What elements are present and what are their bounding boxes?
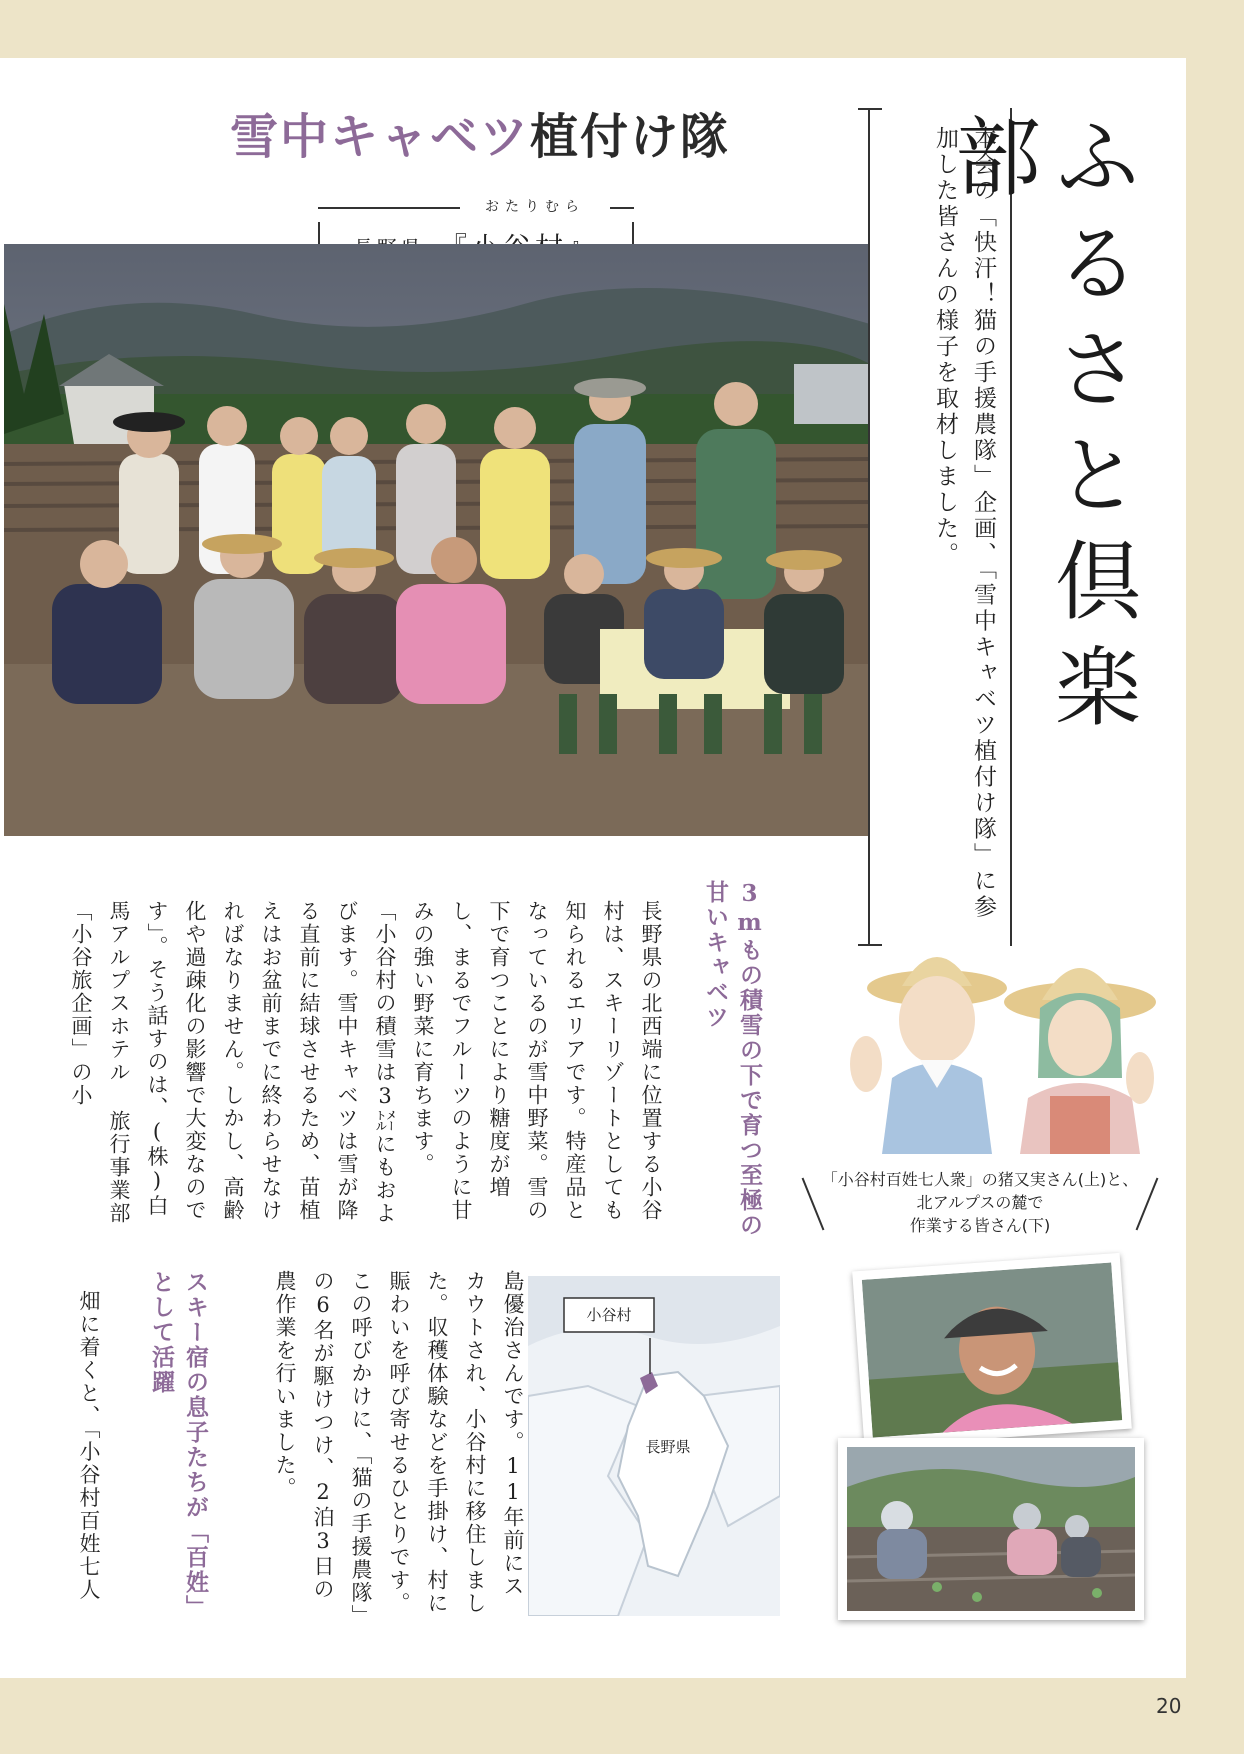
location-map (528, 1276, 780, 1616)
page-number: 20 (1156, 1694, 1182, 1718)
map-label-prefecture: 長野県 (645, 1438, 691, 1456)
subhead-heavy-snow: 3mもの積雪の下で育つ至極の甘いキャベツ (702, 880, 763, 1238)
group-photo (4, 244, 870, 836)
article-title (230, 98, 790, 168)
caption-line-2: 北アルプスの麓で (916, 1193, 1044, 1212)
photo-caption (810, 1168, 1150, 1237)
article-title-rest: 植付け隊 (530, 109, 731, 165)
article-body-3: 畑に着くと、「小谷村百姓七人 (77, 1290, 101, 1602)
caption-line-3: 作業する皆さん(下) (909, 1216, 1051, 1235)
farmers-illustration (842, 928, 1160, 1154)
series-title: ふるさと倶楽部 (940, 112, 1140, 748)
article-body-2: 島優治さんです。11年前にスカウトされ、小谷村に移住しました。収穫体験などを手掛け、村に賑わいを呼び寄せるひとりです。この呼びかけに、「猫の手援農隊」の6名が駆けつけ、2泊3日の農作業を行いました。 (273, 1270, 525, 1617)
subhead-ski-lodge-sons: スキー宿の息子たちが「百姓」として活躍 (148, 1270, 209, 1620)
map-label-village: 小谷村 (586, 1306, 632, 1324)
lead-frame-rule (1010, 108, 1012, 946)
location-ruby: おたりむら (460, 196, 610, 216)
article-title-accent: 雪中キャベツ (230, 109, 531, 165)
lead-text: 本会の「快汗！猫の手援農隊」企画、「雪中キャベツ植付け隊」に参加した皆さんの様子を取材しました。 (932, 126, 996, 921)
fieldwork-photo (838, 1438, 1144, 1620)
caption-line-1: 「小谷村百姓七人衆」の猪又実さん(上)と、 (821, 1170, 1139, 1189)
portrait-photo (852, 1253, 1132, 1447)
article-body-1: 長野県の北西端に位置する小谷村は、スキーリゾートとしても知られるエリアです。特産品となっているのが雪中野菜。雪の下で育つことにより糖度が増し、まるでフルーツのように甘みの強い野菜に育ちます。 「小谷村の積雪は3㍍にもおよびます。雪中キャベツは雪が降る直前に結球させるため、苗植えはお盆前までに終わらせなければなりません。しかし、高齢化や過疎化の影響で大変なのです」。そう話すのは、(株)白馬アルプスホテル 旅行事業部「小谷旅企画」の小 (69, 900, 663, 1225)
